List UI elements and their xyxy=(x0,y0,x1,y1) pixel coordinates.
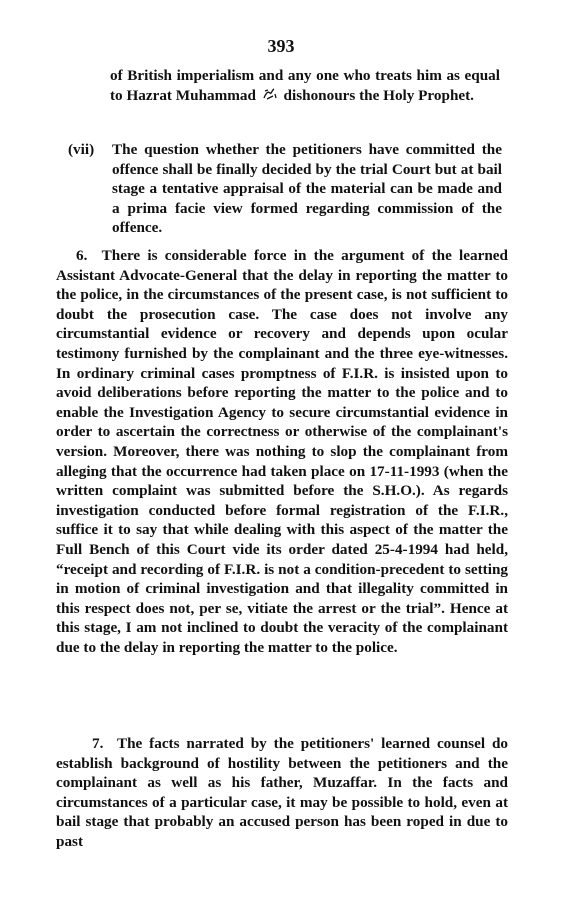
page-number: 393 xyxy=(267,36,295,56)
continuation-paragraph xyxy=(110,66,500,105)
pbuh-calligraphy-icon xyxy=(262,87,278,101)
list-item-marker: (vii) xyxy=(68,141,95,158)
paragraph-number: 6. xyxy=(76,247,88,264)
paragraph-number: 7. xyxy=(92,735,104,752)
paragraph-7 xyxy=(56,734,508,852)
continuation-text-before: of British imperialism and any one who treats him as equal to Hazrat Muhammad xyxy=(110,67,500,104)
list-item-text: The question whether the petitioners have committed the offence shall be finally decided by the trial Court but at bail stage a tentative appraisal of the material can be made and a prima facie view formed regarding commission of the offence. xyxy=(112,141,502,237)
paragraph-text: The facts narrated by the petitioners' learned counsel do establish background of hostility between the petitioners and the complainant as well as his father, Muzaffar. In the facts and circumstances of a particular case, it may be possible to hold, even at bail stage that probably an accused person has been roped in due to past xyxy=(56,735,508,850)
paragraph-6 xyxy=(56,246,508,657)
continuation-text-after: dishonours the Holy Prophet. xyxy=(283,86,474,104)
paragraph-text: There is considerable force in the argument of the learned Assistant Advocate-General that the delay in reporting the matter to the police, in the circumstances of the present case, is not sufficient to doubt the prosecution case. The case does not involve any circumstantial evidence or recovery and depends upon ocular testimony furnished by the complainant and the three eye-witnesses. In ordinary criminal cases promptness of F.I.R. is insisted upon to avoid deliberations before reporting the matter to the police and to enable the Investigation Agency to secure circumstantial evidence in order to ascertain the correctness or otherwise of the complainant's version. Moreover, there was nothing to slop the complainant from alleging that the occurrence had taken place on 17-11-1993 (when the written complaint was submitted before the S.H.O.). As regards investigation conducted before formal registration of the F.I.R., suffice it to say that while dealing with this aspect of the matter the Full Bench of this Court vide its order dated 25-4-1994 had held, “receipt and recording of F.I.R. is not a condition-precedent to setting in motion of criminal investigation and that illegality committed in this respect does not, per se, vitiate the arrest or the trial”. Hence at this stage, I am not inclined to doubt the veracity of the complainant due to the delay in reporting the matter to the police. xyxy=(56,247,508,656)
list-item-vii xyxy=(68,140,502,238)
